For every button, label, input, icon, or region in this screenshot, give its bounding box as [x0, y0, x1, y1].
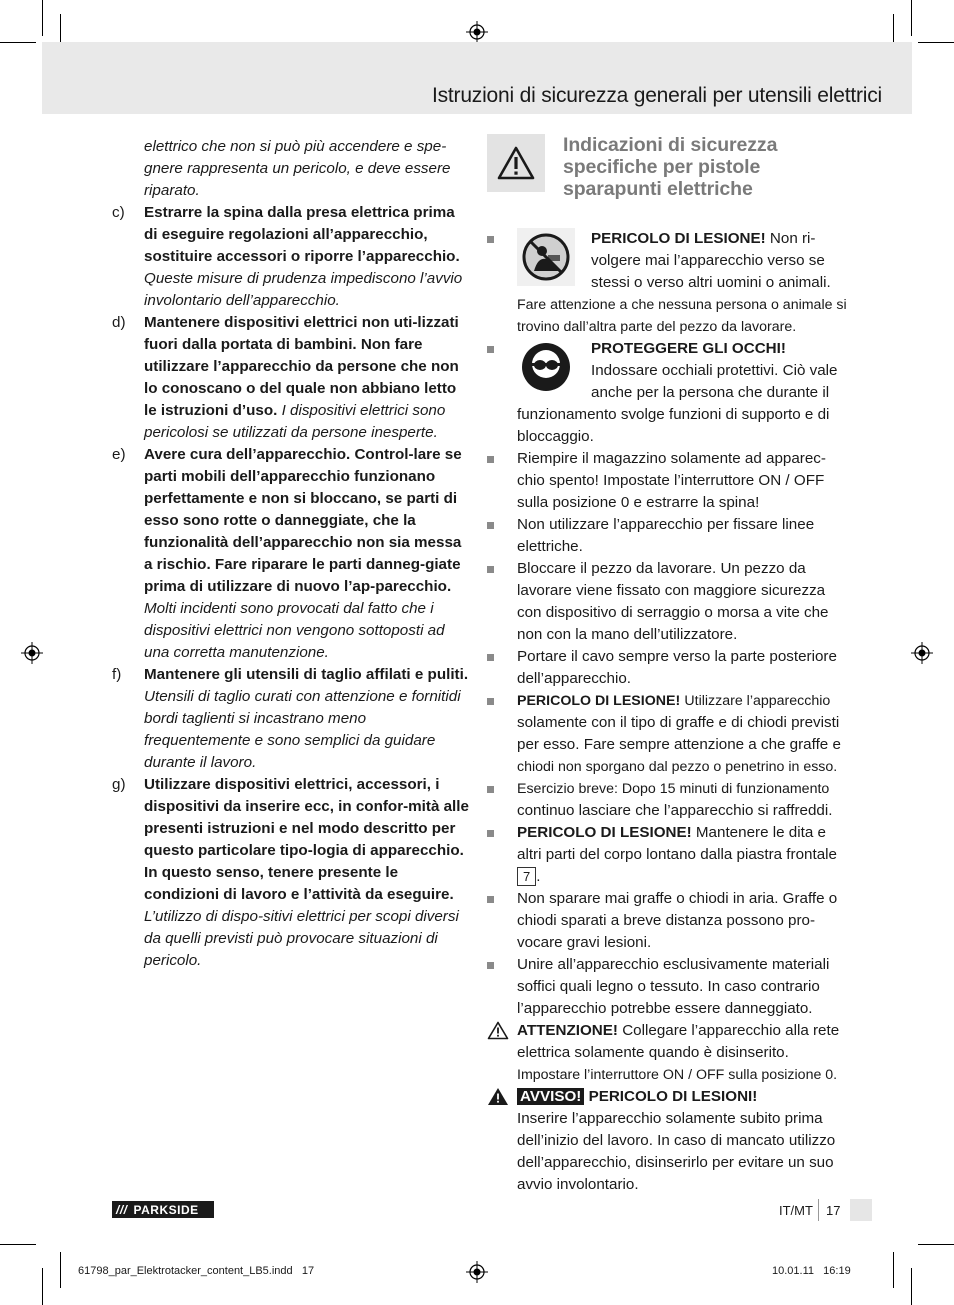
no-pointing-at-people-icon: [517, 228, 575, 286]
item-body: [144, 312, 472, 444]
print-slug-file: 61798_par_Elektrotacker_content_LB5.indd 17: [78, 1265, 315, 1277]
item-italic-text: Molti incidenti sono provocati dal fatto che i dispositivi elettrici non vengono sottoposti ad una corretta manutenzione.: [144, 600, 445, 661]
item-text: Non utilizzare l’apparecchio per fissare linee elettriche.: [517, 516, 815, 555]
bullet-square-icon: [487, 236, 494, 243]
item-bold-text: Mantenere dispositivi elettrici non uti-lizzati fuori dalla portata di bambini. Non fare utilizzare l’apparecchio da persone che non lo conoscano o del quale non abbiano letto le istruzioni d’uso.: [144, 314, 459, 419]
item-text: Non ri-volgere mai l’apparecchio verso se stessi o verso altri uomini o animali.: [591, 230, 831, 291]
item-small-text: Utilizzare l’apparecchio: [684, 693, 831, 709]
warning-notice: [487, 1086, 847, 1196]
list-item: [487, 338, 847, 448]
item-small-text: Fare attenzione a che nessuna persona o animale si trovino dall’altra parte del pezzo da lavorare.: [517, 297, 847, 335]
left-column: [112, 136, 472, 972]
list-item: [487, 558, 847, 646]
section-title: Indicazioni di sicurezza specifiche per pistole sparapunti elettriche: [563, 134, 778, 200]
warning-triangle-icon: [487, 134, 545, 192]
section-header: [487, 134, 847, 200]
item-text: Inserire l’apparecchio solamente subito prima dell’inizio del lavoro. In caso di mancato utilizzo dell’apparecchio, disinserirlo per evitare un suo avvio involontario.: [517, 1110, 836, 1193]
brand-name: PARKSIDE: [133, 1202, 199, 1217]
danger-label: PERICOLO DI LESIONE!: [517, 693, 681, 709]
list-item: [487, 690, 847, 778]
footer-divider: [818, 1199, 819, 1221]
item-italic-text: Utensili di taglio curati con attenzione e fornitidi bordi taglienti si incastrano meno frequentemente e sono semplici da guidare durante il lavoro.: [144, 688, 461, 771]
bullet-square-icon: [487, 962, 494, 969]
item-body: [144, 664, 472, 774]
list-item: [487, 646, 847, 690]
warning-filled-triangle-icon: [487, 1087, 509, 1106]
item-body: [144, 774, 472, 972]
item-text: Riempire il magazzino solamente ad apparec-chio spento! Impostate l’interruttore ON / OFF sulla posizione 0 e estrarre la spina!: [517, 450, 826, 511]
list-item: [487, 888, 847, 954]
brand-slashes-icon: ///: [116, 1202, 128, 1217]
right-column: [487, 134, 847, 1196]
list-item-c: [112, 202, 472, 312]
brand-logo: [112, 1201, 214, 1218]
item-italic-text: Queste misure di prudenza impediscono l’avvio involontario dell’apparecchio.: [144, 270, 463, 309]
bullet-square-icon: [487, 830, 494, 837]
item-text: Indossare occhiali protettivi. Ciò vale anche per la persona che durante il funzionamento svolge funzioni di supporto e di bloccaggio.: [517, 362, 838, 445]
bullet-square-icon: [487, 896, 494, 903]
item-small-text: Esercizio breve: Dopo 15 minuti di funzionamento: [517, 781, 830, 797]
item-italic-text: L’utilizzo di dispo-sitivi elettrici per scopi diversi da quelli previsti può provocare situazioni di pericolo.: [144, 908, 459, 969]
caution-triangle-icon: [487, 1021, 509, 1040]
danger-label: PERICOLO DI LESIONE!: [517, 824, 692, 841]
danger-label: PERICOLO DI LESIONI!: [588, 1088, 758, 1105]
bullet-square-icon: [487, 456, 494, 463]
list-item-g: [112, 774, 472, 972]
item-bold-text: Utilizzare dispositivi elettrici, accessori, i dispositivi da inserire ecc, in confor-mità alle presenti istruzioni e nel modo descritto per questo particolare tipo-logia di apparecchio. In questo senso, tenere presente le condizioni di lavoro e l’attività da eseguire.: [144, 776, 469, 903]
part-reference-number: 7: [517, 867, 536, 886]
registration-mark-icon: [466, 21, 488, 43]
list-item: [487, 514, 847, 558]
registration-mark-icon: [911, 642, 933, 664]
registration-mark-icon: [466, 1261, 488, 1283]
notice-tag: AVVISO!: [517, 1088, 584, 1105]
bullet-square-icon: [487, 522, 494, 529]
item-text: Non sparare mai graffe o chiodi in aria. Graffe o chiodi sparati a breve distanza possono pro-vocare gravi lesioni.: [517, 890, 838, 951]
footer-tab-box: [850, 1199, 872, 1221]
registration-mark-icon: [21, 642, 43, 664]
item-small-text: Impostare l’interruttore ON / OFF sulla posizione 0.: [517, 1067, 838, 1083]
bullet-square-icon: [487, 786, 494, 793]
item-text: continuo lasciare che l’apparecchio si raffreddi.: [517, 802, 833, 819]
list-item-e: [112, 444, 472, 664]
item-letter: e): [112, 446, 126, 463]
item-letter: g): [112, 776, 126, 793]
crop-mark: [893, 1252, 894, 1288]
crop-mark: [918, 1244, 954, 1245]
item-body: [144, 202, 472, 312]
crop-mark: [60, 1252, 61, 1288]
danger-label: PERICOLO DI LESIONE!: [591, 230, 766, 247]
crop-mark: [911, 1268, 912, 1305]
list-item-d: [112, 312, 472, 444]
item-letter: d): [112, 314, 126, 331]
bullet-square-icon: [487, 698, 494, 705]
language-code: IT/MT: [779, 1203, 813, 1218]
item-italic-text: I dispositivi elettrici sono pericolosi se utilizzati da persone inesperte.: [144, 402, 446, 441]
crop-mark: [0, 1244, 36, 1245]
print-slug-date: 10.01.11 16:19: [772, 1265, 851, 1277]
item-text: Unire all’apparecchio esclusivamente materiali soffici quali legno o tessuto. In caso contrario l’apparecchio potrebbe essere danneggiato.: [517, 956, 830, 1017]
list-item: [487, 228, 847, 338]
crop-mark: [911, 0, 912, 36]
item-text: solamente con il tipo di graffe e di chiodi previsti per esso. Fare sempre attenzione a che graffe e: [517, 714, 841, 753]
crop-mark: [42, 1268, 43, 1305]
item-bold-text: Estrarre la spina dalla presa elettrica prima di eseguire regolazioni all’apparecchio, sostituire accessori o riporre l’apparecchio.: [144, 204, 460, 265]
item-text: Collegare l’apparecchio alla rete elettrica solamente quando è disinserito.: [517, 1022, 840, 1061]
crop-mark: [42, 0, 43, 36]
list-item: [487, 448, 847, 514]
bullet-square-icon: [487, 346, 494, 353]
item-letter: f): [112, 666, 122, 683]
item-small-text: chiodi non sporgano dal pezzo o penetrino in esso.: [517, 759, 838, 775]
crop-mark: [0, 42, 36, 43]
item-bold-text: Avere cura dell’apparecchio. Control-lare se parti mobili dell’apparecchio funzionano perfettamente e non si bloccano, se parti di esso sono rotte o danneggiate, che la funzionalità dell’apparecchio non sia messa a rischio. Fare riparare le parti danneg-giate prima di utilizzare di nuovo l’ap-parecchio.: [144, 446, 462, 595]
page-number: 17: [826, 1203, 841, 1218]
crop-mark: [918, 42, 954, 43]
attention-notice: [487, 1020, 847, 1086]
list-item: [487, 954, 847, 1020]
item-letter: c): [112, 204, 125, 221]
attention-label: ATTENZIONE!: [517, 1022, 618, 1039]
item-text: Bloccare il pezzo da lavorare. Un pezzo da lavorare viene fissato con maggiore sicurezza con dispositivo di serraggio o morsa a vite che non con la mano dell’utilizzatore.: [517, 560, 829, 643]
item-bold-text: Mantenere gli utensili di taglio affilati e puliti.: [144, 666, 469, 683]
warning-label: PROTEGGERE GLI OCCHI!: [591, 340, 786, 357]
safety-goggles-icon: [517, 338, 575, 396]
item-body: [144, 444, 472, 664]
list-item: PERICOLO DI LESIONE! Mantenere le dita e altri parti del corpo lontano dalla piastra frontale 7 .: [487, 822, 847, 888]
bullet-square-icon: [487, 566, 494, 573]
lead-paragraph: elettrico che non si può più accendere e spe-gnere rappresenta un pericolo, e deve essere riparato.: [144, 138, 451, 199]
item-text: Mantenere le dita e altri parti del corpo lontano dalla piastra frontale: [517, 824, 837, 863]
item-text: Portare il cavo sempre verso la parte posteriore dell’apparecchio.: [517, 648, 837, 687]
bullet-square-icon: [487, 654, 494, 661]
page-title: Istruzioni di sicurezza generali per utensili elettrici: [431, 84, 882, 107]
list-item-f: [112, 664, 472, 774]
list-item: [487, 778, 847, 822]
